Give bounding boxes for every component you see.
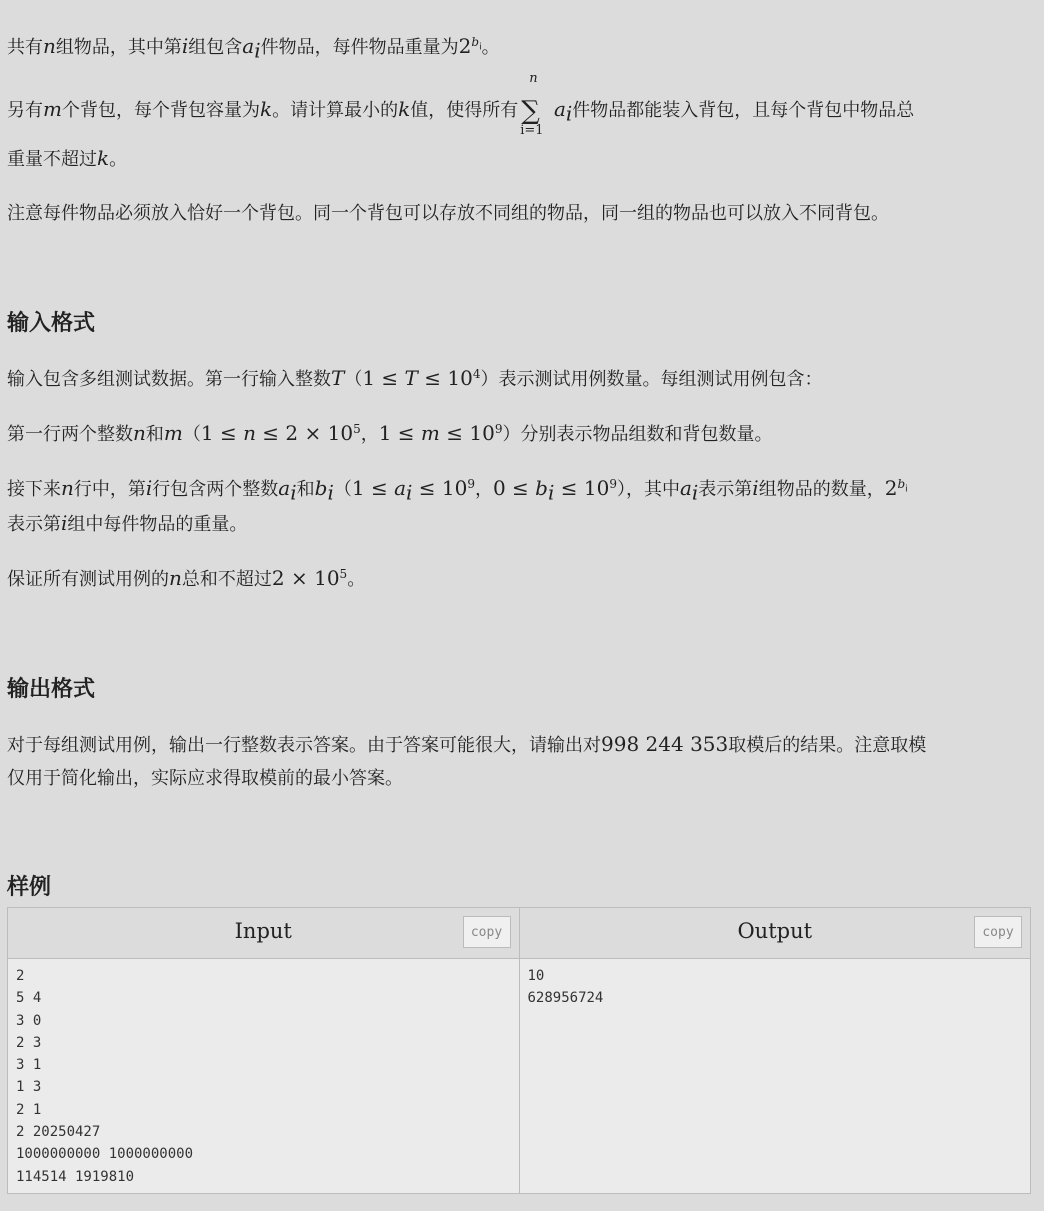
math-var: m <box>163 421 183 445</box>
math-subscript: i <box>905 484 908 495</box>
math-var: a <box>278 476 291 500</box>
text: 行包含两个整数 <box>152 479 279 500</box>
input-format-paragraph-3-cont <box>7 506 1024 542</box>
math-var: a <box>242 34 255 58</box>
input-format-paragraph-4 <box>7 561 1024 597</box>
input-format-heading: 输入格式 <box>7 311 96 336</box>
text: 件物品，每件物品重量为 <box>260 37 459 58</box>
sample-output-column <box>519 908 1031 1193</box>
math-subscript: i <box>547 480 555 505</box>
math-subscript: i <box>254 38 261 63</box>
math-expr: 1 ≤ <box>351 476 395 500</box>
math-expr: ≤ 10 <box>554 476 610 500</box>
text: 组物品的数量， <box>758 479 885 500</box>
math-number: 2 <box>884 476 898 500</box>
text: ， <box>474 479 493 500</box>
text: （ <box>333 479 352 500</box>
copy-output-button[interactable]: copy <box>974 916 1022 948</box>
math-expr: ≤ 10 <box>417 366 473 390</box>
math-superscript: 9 <box>494 422 503 436</box>
samples-heading: 样例 <box>7 875 52 900</box>
math-number: 2 <box>458 34 472 58</box>
math-var: k <box>398 97 411 121</box>
text: 。请计算最小的 <box>272 100 399 121</box>
math-var: n <box>133 421 146 445</box>
math-var: k <box>259 97 273 121</box>
text: 重量不超过 <box>7 149 97 170</box>
statement-paragraph-2 <box>7 71 1024 138</box>
math-expr: 1 ≤ <box>200 421 244 445</box>
math-var: i <box>145 476 153 500</box>
sample-input-column <box>8 908 519 1193</box>
input-format-paragraph-3 <box>7 471 1024 507</box>
math-var: n <box>169 566 182 590</box>
math-subscript: i <box>290 480 297 505</box>
math-subscript: i <box>479 42 482 53</box>
text: ）表示测试用例数量。每组测试用例包含： <box>480 369 823 390</box>
text: 。 <box>347 569 366 590</box>
math-var: n <box>61 476 74 500</box>
output-format-paragraph-1 <box>7 727 1024 763</box>
math-superscript: 9 <box>609 477 617 491</box>
text: ）分别表示物品组数和背包数量。 <box>502 424 773 445</box>
text: （ <box>344 369 363 390</box>
math-superscript: b <box>897 477 906 491</box>
text: 接下来 <box>7 479 61 500</box>
math-superscript: 4 <box>472 367 481 381</box>
text: 输入包含多组测试数据。第一行输入整数 <box>7 369 331 390</box>
text: （ <box>182 424 201 445</box>
text: 表示第 <box>7 514 61 535</box>
statement-paragraph-1 <box>7 29 1024 65</box>
math-var: m <box>43 97 62 121</box>
math-superscript: 5 <box>353 422 361 436</box>
math-subscript: i <box>565 101 573 126</box>
math-var: T <box>404 366 418 390</box>
math-superscript: b <box>471 35 480 49</box>
sigma-glyph: ∑ <box>521 96 540 126</box>
output-format-heading: 输出格式 <box>7 677 96 702</box>
text: 件物品都能装入背包，且每个背包中物品总 <box>572 100 915 121</box>
summation-symbol <box>518 71 548 138</box>
math-var: a <box>553 97 566 121</box>
math-var: b <box>535 476 548 500</box>
sample-input-title: Input <box>234 919 292 943</box>
sample-output-title: Output <box>737 919 813 943</box>
text: 。 <box>481 37 500 58</box>
samples-table <box>7 907 1031 1194</box>
text: 表示第 <box>698 479 753 500</box>
math-var: m <box>420 421 440 445</box>
sample-input-content[interactable]: 2 5 4 3 0 2 3 3 1 1 3 2 1 2 20250427 1000000000 1000000000 114514 1919810 <box>16 968 194 1185</box>
math-number: 998 244 353 <box>601 732 729 756</box>
text: 组包含 <box>188 37 243 58</box>
math-var: i <box>752 476 759 500</box>
text: 组中每件物品的重量。 <box>67 514 248 535</box>
text: 第一行两个整数 <box>7 424 133 445</box>
math-superscript: 5 <box>339 567 348 581</box>
math-var: k <box>97 146 110 170</box>
output-format-paragraph-1-cont: 仅用于简化输出，实际应求得取模前的最小答案。 <box>7 768 403 789</box>
text: 另有 <box>7 100 43 121</box>
sum-lower-limit: i=1 <box>520 123 544 138</box>
text: 保证所有测试用例的 <box>7 569 169 590</box>
text: 。 <box>109 149 128 170</box>
text: 个背包，每个背包容量为 <box>61 100 260 121</box>
math-var: n <box>43 34 56 58</box>
math-expr: 1 ≤ <box>362 366 405 390</box>
text: ），其中 <box>616 479 680 500</box>
text: 行中，第 <box>73 479 146 500</box>
math-expr: 1 ≤ <box>378 421 421 445</box>
text: 对于每组测试用例，输出一行整数表示答案。由于答案可能很大，请输出对 <box>7 735 601 756</box>
statement-paragraph-3: 注意每件物品必须放入恰好一个背包。同一个背包可以存放不同组的物品，同一组的物品也可以放入不同背包。 <box>7 203 889 224</box>
text: ， <box>360 424 379 445</box>
math-var: a <box>679 476 692 500</box>
sample-input-header <box>8 908 519 959</box>
math-var: a <box>394 476 406 500</box>
math-expr: ≤ 2 × 10 <box>255 421 354 445</box>
sample-output-header <box>520 908 1031 959</box>
math-subscript: i <box>327 480 334 505</box>
statement-paragraph-2-cont <box>7 141 1024 177</box>
text: 值，使得所有 <box>410 100 519 121</box>
math-expr: 0 ≤ <box>492 476 536 500</box>
math-var: b <box>314 476 328 500</box>
math-subscript: i <box>691 480 699 505</box>
input-format-paragraph-2 <box>7 416 1024 452</box>
math-expr: ≤ 10 <box>412 476 468 500</box>
text: 组物品，其中第 <box>55 37 182 58</box>
text: 和 <box>296 479 315 500</box>
input-format-paragraph-1 <box>7 361 1024 397</box>
sum-upper-limit: n <box>529 71 538 86</box>
sample-output-content[interactable]: 10 628956724 <box>527 968 604 1007</box>
math-var: n <box>243 421 256 445</box>
math-var: i <box>61 511 68 535</box>
text: 共有 <box>7 37 43 58</box>
copy-input-button[interactable]: copy <box>463 916 511 948</box>
text: 取模后的结果。注意取模 <box>728 735 927 756</box>
math-var: T <box>331 366 345 390</box>
math-superscript: 9 <box>467 477 475 491</box>
math-expr: ≤ 10 <box>439 421 495 445</box>
math-expr: 2 × 10 <box>271 566 340 590</box>
math-var: i <box>181 34 189 58</box>
math-subscript: i <box>406 480 413 505</box>
text: 和 <box>145 424 164 445</box>
text: 总和不超过 <box>181 569 272 590</box>
